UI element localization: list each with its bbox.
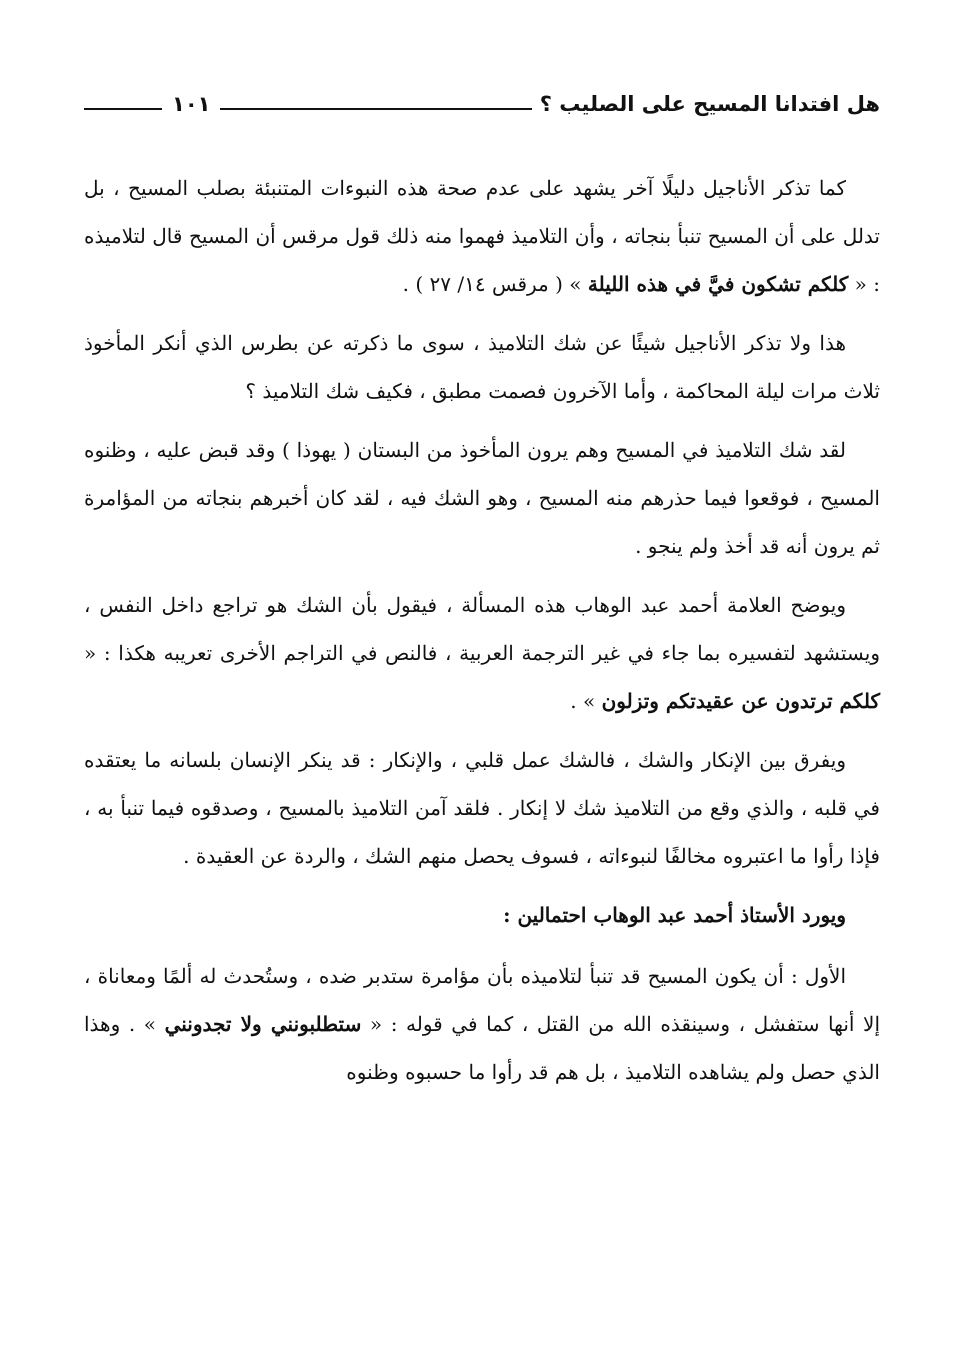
section-heading [84,891,880,939]
paragraph [84,426,880,570]
emphasized-quote: كلكم تشكون فيَّ في هذه الليلة [587,272,849,296]
paragraph [84,581,880,725]
running-title: هل افتدانا المسيح على الصليب ؟ [539,92,880,116]
emphasized-quote: ستطلبونني ولا تجدونني [164,1012,362,1036]
paragraph [84,319,880,415]
paragraph [84,164,880,308]
book-page [84,84,880,1334]
text-segment: لقد شك التلاميذ في المسيح وهم يرون المأخوذ من البستان ( يهوذا ) وقد قبض عليه ، وظنوه المسيح ، فوقعوا فيما حذرهم منه المسيح ، وهو الشك فيه ، لقد كان أخبرهم بنجاته من المؤامرة ثم يرون أنه قد أخذ ولم ينجو . [84,438,880,558]
header-rule [220,108,531,110]
text-segment: الأول : أن يكون المسيح قد تنبأ لتلاميذه بأن مؤامرة ستدبر ضده ، وستُحدث له ألمًا ومعاناة ، إلا أنها ستفشل ، وسينقذه الله من القتل ، كما في قوله : « [84,964,881,1036]
emphasized-quote: كلكم ترتدون عن عقيدتكم وتزلون [601,689,880,713]
text-segment: ويفرق بين الإنكار والشك ، فالشك عمل قلبي ، والإنكار : قد ينكر الإنسان بلسانه ما يعتقده في قلبه ، والذي وقع من التلاميذ شك لا إنكار . فلقد آمن التلاميذ بالمسيح ، وصدقوه فيما تنبأ به ، فإذا رأوا ما اعتبروه مخالفًا لنبوءاته ، فسوف يحصل منهم الشك ، والردة عن العقيدة . [84,748,880,868]
text-segment: كما تذكر الأناجيل دليلًا آخر يشهد على عدم صحة هذه النبوءات المتنبئة بصلب المسيح ، بل تدلل على أن المسيح تنبأ بنجاته ، وأن التلاميذ فهموا منه ذلك قول مرقس أن المسيح قال لتلاميذه : « [84,176,880,296]
text-segment: » . [570,689,602,713]
paragraph [84,736,880,880]
header-rule-end [84,108,162,110]
paragraph [84,952,880,1096]
text-segment: » . وهذا الذي حصل ولم يشاهده التلاميذ ، بل هم قد رأوا ما حسبوه وظنوه [84,1012,880,1084]
text-segment: ويوضح العلامة أحمد عبد الوهاب هذه المسألة ، فيقول بأن الشك هو تراجع داخل النفس ، ويستشهد لتفسيره بما جاء في غير الترجمة العربية ، فالنص في التراجم الأخرى تعريبه هكذا : « [84,593,880,665]
emphasized-quote: ويورد الأستاذ أحمد عبد الوهاب احتمالين : [503,903,846,927]
page-number: ١٠١ [172,92,211,116]
text-segment: » ( مرقس ١٤/ ٢٧ ) . [402,272,588,296]
running-header [84,84,880,124]
body-text [84,164,880,1096]
text-segment: هذا ولا تذكر الأناجيل شيئًا عن شك التلاميذ ، سوى ما ذكرته عن بطرس الذي أنكر المأخوذ ثلاث مرات ليلة المحاكمة ، وأما الآخرون فصمت مطبق ، فكيف شك التلاميذ ؟ [84,331,880,403]
